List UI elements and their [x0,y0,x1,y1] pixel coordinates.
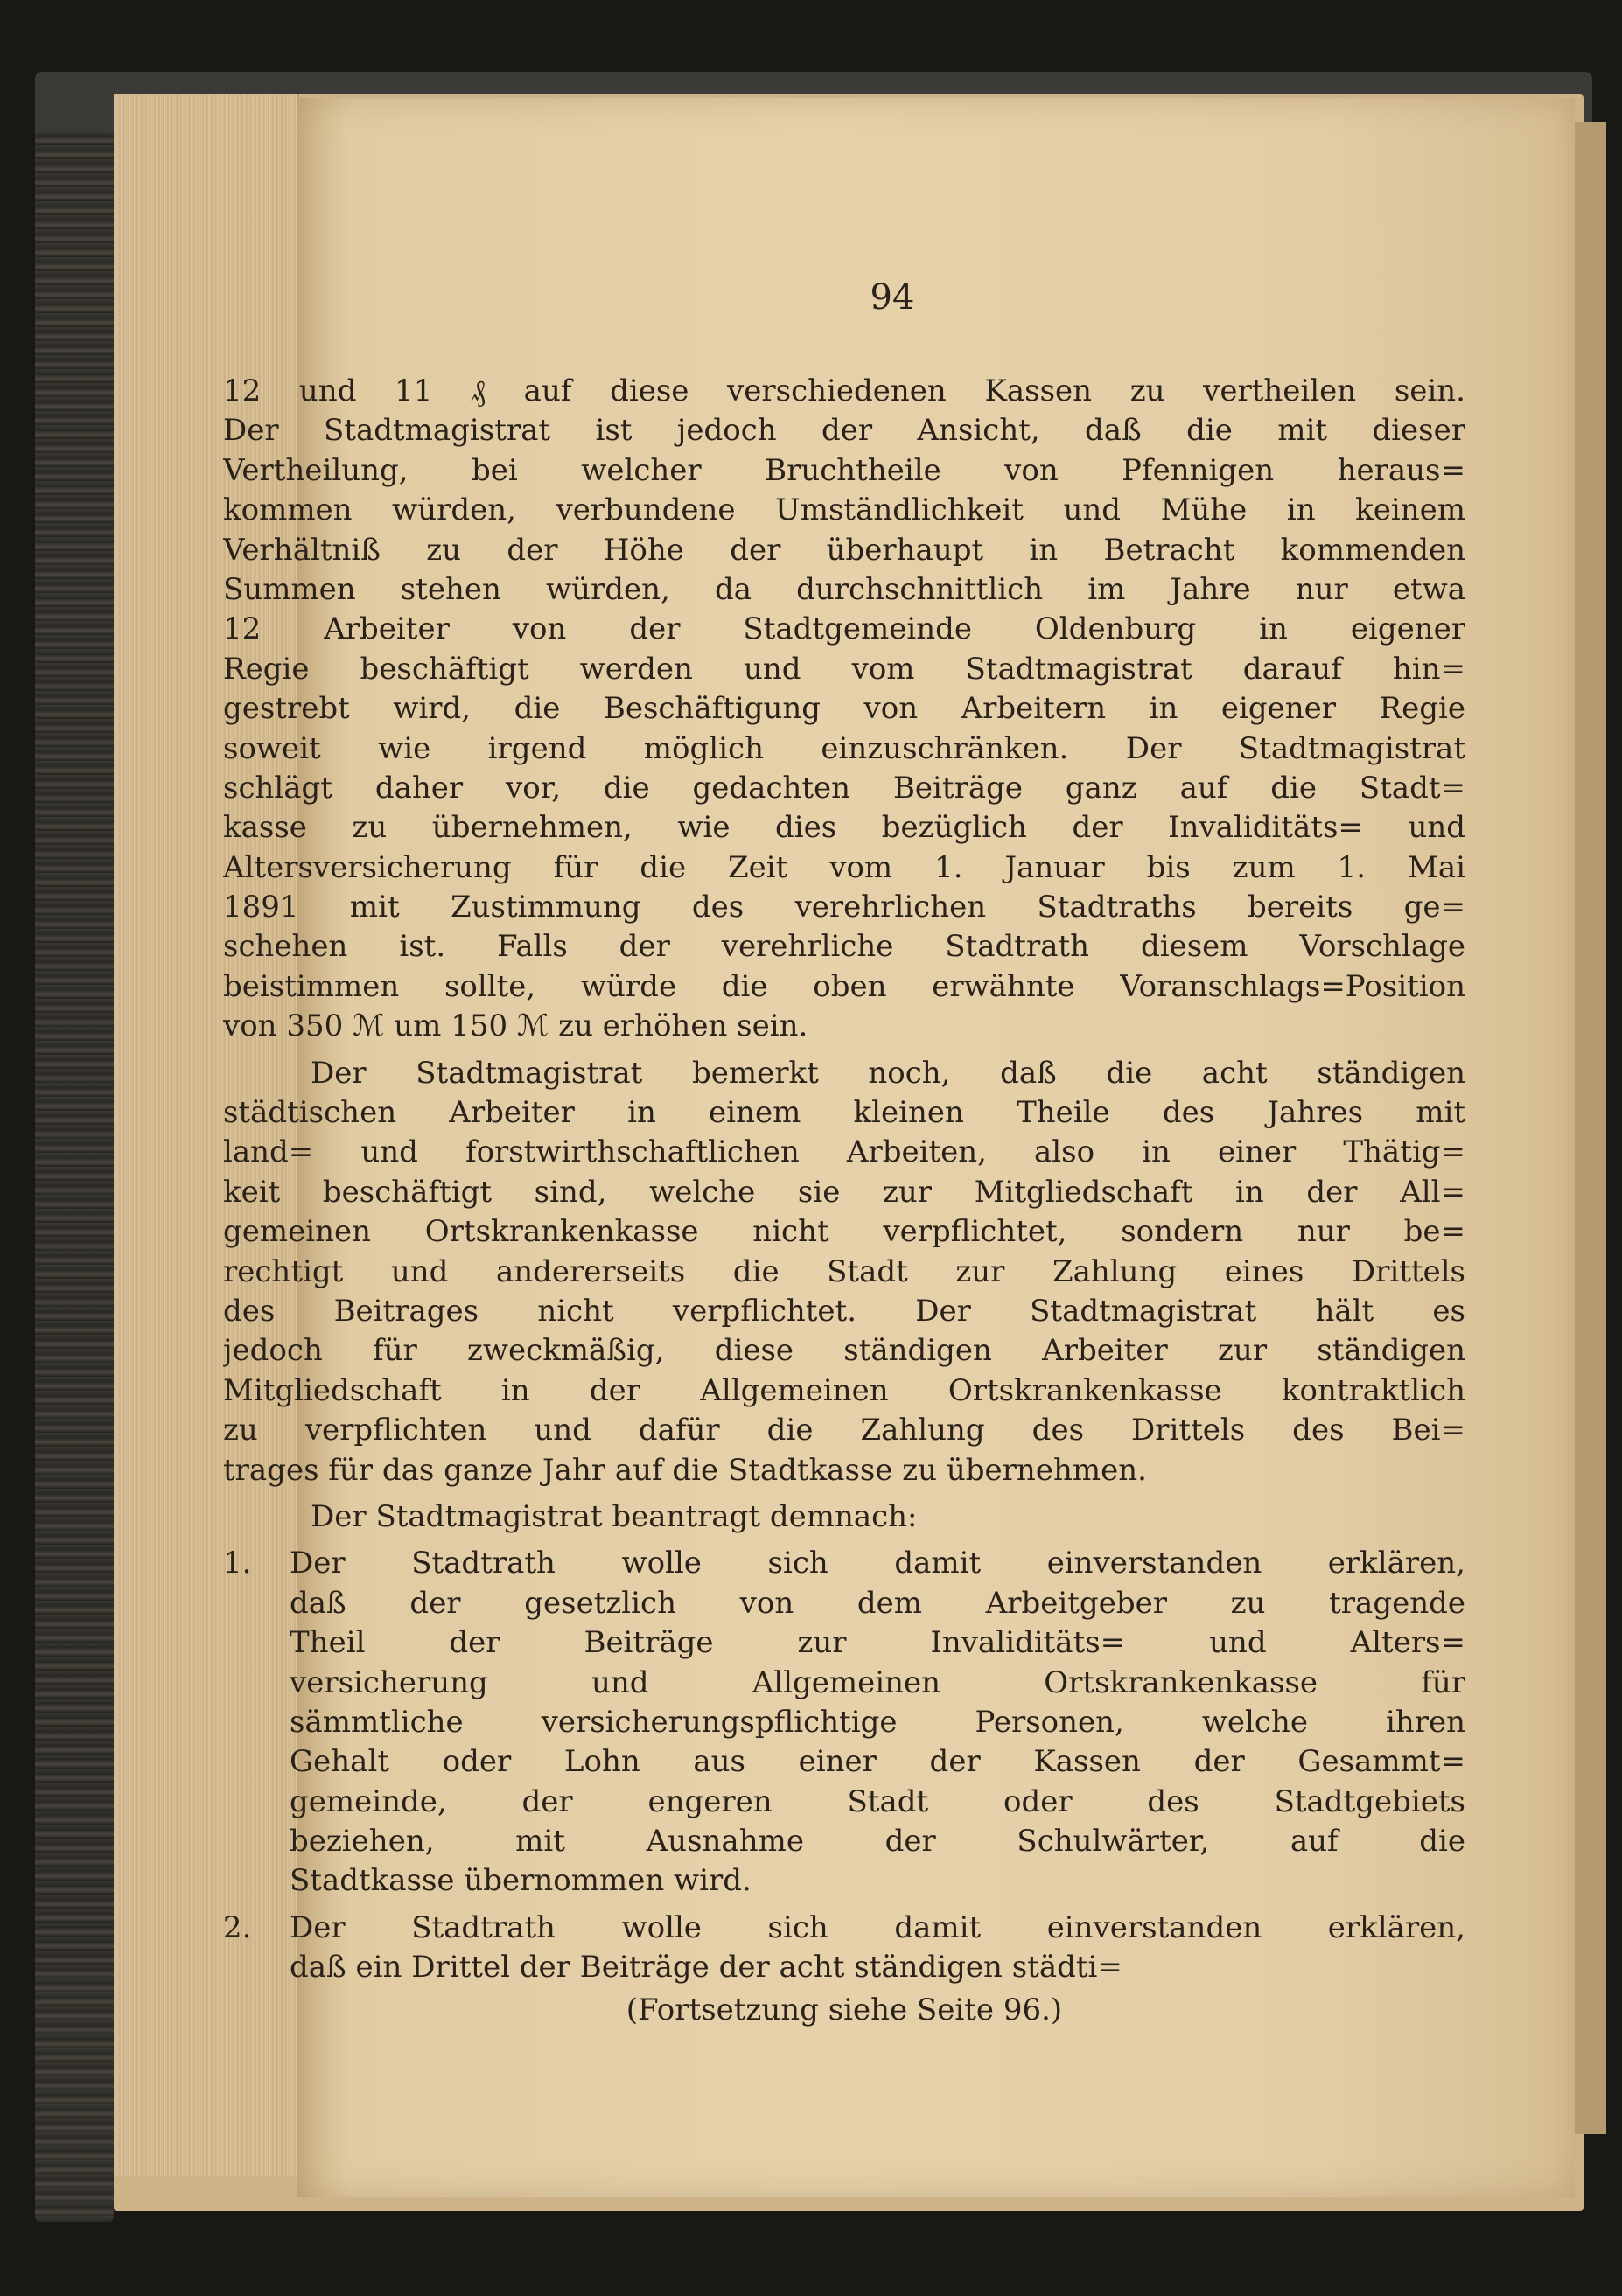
paragraph-2 [223,1054,1465,1490]
text-line: gestrebt wird, die Beschäftigung von Arbeitern in eigener Regie [223,691,1465,727]
text-line: daß der gesetzlich von dem Arbeitgeber zu tragende [290,1585,1465,1621]
list-item-number: 1. [223,1546,252,1581]
text-line: Gehalt oder Lohn aus einer der Kassen der Gesammt= [290,1744,1465,1780]
text-line: 12 Arbeiter von der Stadtgemeinde Oldenburg in eigener [223,611,1465,647]
text-line: trages für das ganze Jahr auf die Stadtkasse zu übernehmen. [223,1452,1147,1488]
page-body [223,372,1465,1988]
paragraph-3: Der Stadtmagistrat beantragt demnach: [311,1498,918,1534]
continuation-note: (Fortsetzung siehe Seite 96.) [626,1992,1063,2027]
text-line: sämmtliche versicherungspflichtige Personen, welche ihren [290,1704,1465,1740]
list-item [223,1544,1465,1902]
text-line: städtischen Arbeiter in einem kleinen Theile des Jahres mit [223,1095,1465,1131]
text-line: zu verpflichten und dafür die Zahlung des Drittels des Bei= [223,1413,1465,1448]
text-line: gemeinen Ortskrankenkasse nicht verpflichtet, sondern nur be= [223,1214,1465,1250]
text-line: Altersversicherung für die Zeit vom 1. Januar bis zum 1. Mai [223,849,1465,885]
text-line: kasse zu übernehmen, wie dies bezüglich der Invaliditäts= und [223,810,1465,846]
text-line: Mitgliedschaft in der Allgemeinen Ortskrankenkasse kontraktlich [223,1372,1465,1408]
list-item [223,1909,1465,1988]
text-line: Summen stehen würden, da durchschnittlich im Jahre nur etwa [223,571,1465,607]
text-line: schlägt daher vor, die gedachten Beiträge ganz auf die Stadt= [223,770,1465,806]
text-line: Stadtkasse übernommen wird. [290,1863,752,1899]
text-line: beziehen, mit Ausnahme der Schulwärter, auf die [290,1824,1465,1860]
list-item-number: 2. [223,1909,252,1945]
text-line: Verhältniß zu der Höhe der überhaupt in Betracht kommenden [223,532,1465,568]
text-line: des Beitrages nicht verpflichtet. Der Stadtmagistrat hält es [223,1293,1465,1329]
text-line: Theil der Beiträge zur Invaliditäts= und Alters= [290,1625,1465,1661]
text-line: kommen würden, verbundene Umständlichkeit und Mühe in keinem [223,492,1465,528]
text-line: Vertheilung, bei welcher Bruchtheile von Pfennigen heraus= [223,452,1465,488]
text-line: land= und forstwirthschaftlichen Arbeiten, also in einer Thätig= [223,1134,1465,1170]
text-line: Regie beschäftigt werden und vom Stadtmagistrat darauf hin= [223,651,1465,687]
text-line: schehen ist. Falls der verehrliche Stadtrath diesem Vorschlage [223,929,1465,965]
text-line: von 350 ℳ um 150 ℳ zu erhöhen sein. [223,1008,808,1044]
text-line: keit beschäftigt sind, welche sie zur Mitgliedschaft in der All= [223,1174,1465,1210]
text-line: rechtigt und andererseits die Stadt zur Zahlung eines Drittels [223,1253,1465,1289]
text-line: soweit wie irgend möglich einzuschränken. Der Stadtmagistrat [223,730,1465,766]
text-line: Der Stadtmagistrat ist jedoch der Ansicht, daß die mit dieser [223,413,1465,449]
page-number: 94 [870,277,915,318]
text-line: gemeinde, der engeren Stadt oder des Stadtgebiets [290,1783,1465,1819]
text-line: versicherung und Allgemeinen Ortskrankenkasse für [290,1664,1465,1700]
motion-list [223,1544,1465,1987]
text-line: beistimmen sollte, würde die oben erwähnte Voranschlags=Position [223,968,1465,1004]
text-line: 1891 mit Zustimmung des verehrlichen Stadtraths bereits ge= [223,890,1465,925]
book-cover-spine [35,131,114,2222]
text-line: Der Stadtrath wolle sich damit einverstanden erklären, [290,1909,1465,1945]
text-line: Der Stadtrath wolle sich damit einverstanden erklären, [290,1546,1465,1581]
text-line: 12 und 11 ₰ auf diese verschiedenen Kassen zu vertheilen sein. [223,373,1465,408]
text-line: daß ein Drittel der Beiträge der acht ständigen städti= [290,1950,1122,1985]
text-line: jedoch für zweckmäßig, diese ständigen Arbeiter zur ständigen [223,1333,1465,1369]
text-line: Der Stadtmagistrat bemerkt noch, daß die acht ständigen [311,1055,1465,1091]
next-leaf-edge [1571,122,1606,2134]
paragraph-1 [223,372,1465,1047]
